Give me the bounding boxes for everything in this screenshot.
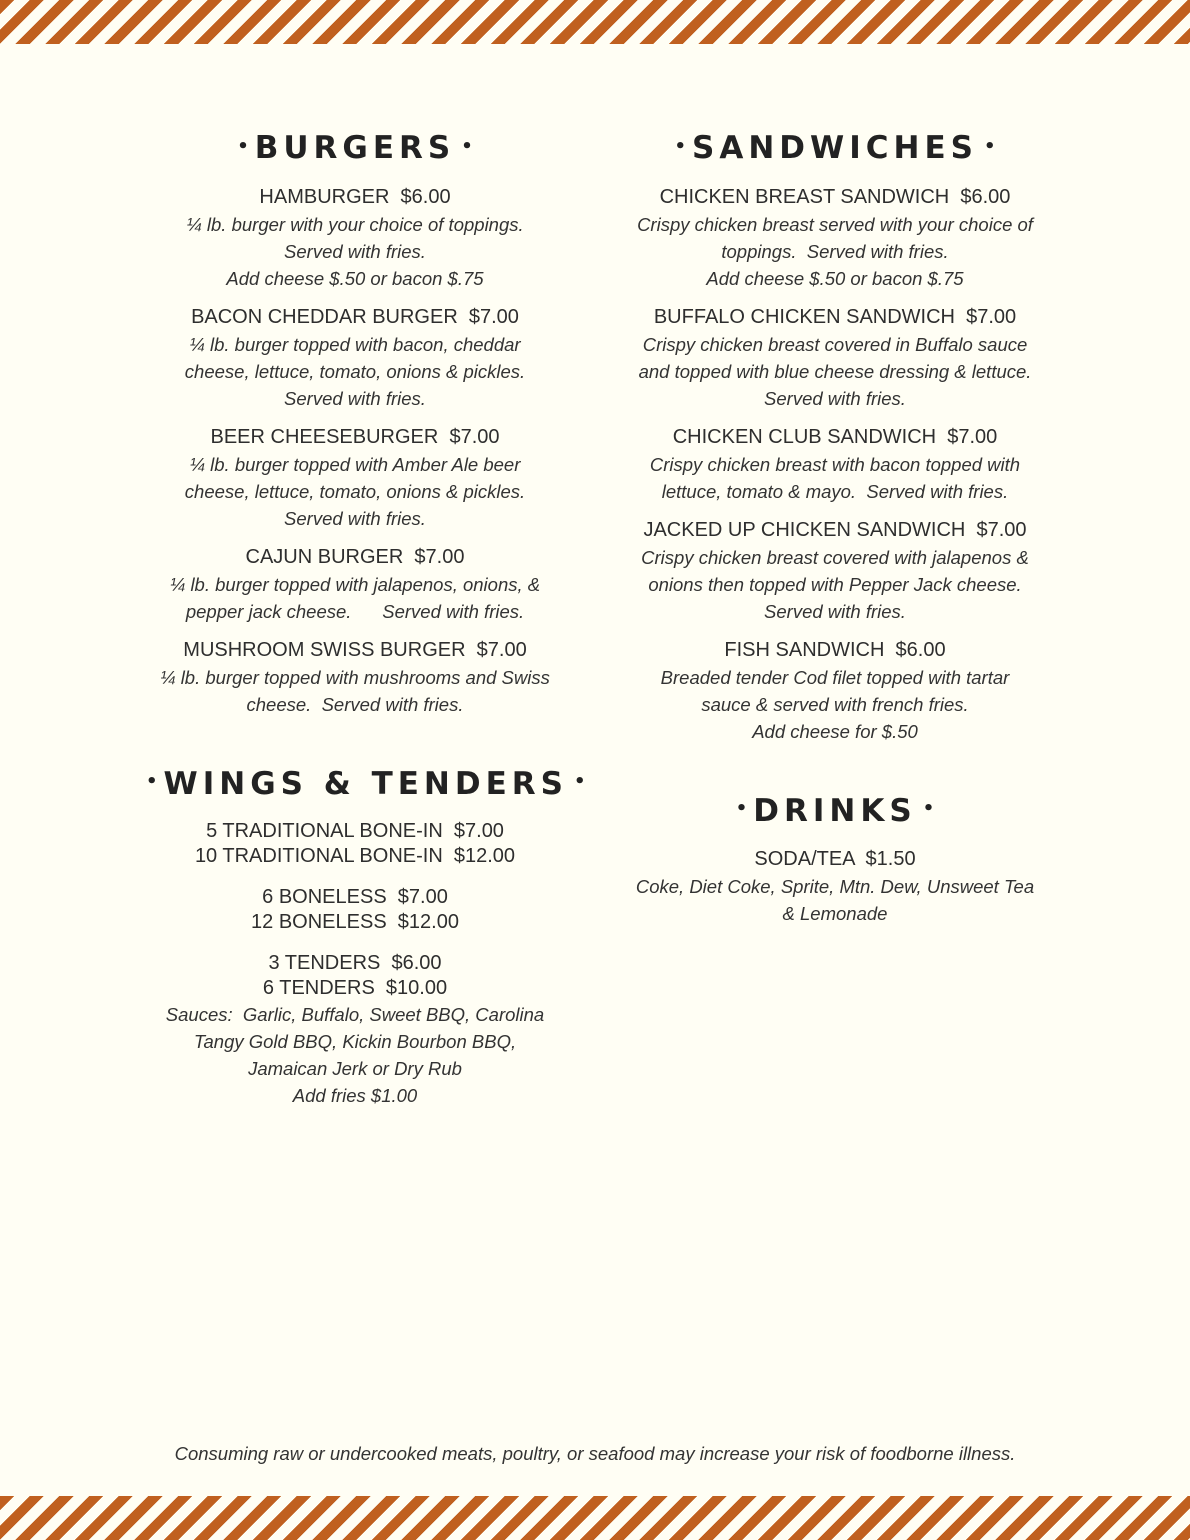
wings-heading: • WINGS & TENDERS • <box>146 765 586 802</box>
menu-item <box>620 517 1050 625</box>
menu-item <box>140 424 570 532</box>
item-name: JACKED UP CHICKEN SANDWICH $7.00 <box>643 518 1027 541</box>
menu-item <box>620 637 1050 745</box>
item-description: ¼ lb. burger with your choice of toppings. Served with fries. Add cheese $.50 or bacon $.75 <box>186 213 524 289</box>
item-description: Crispy chicken breast served with your choice of toppings. Served with fries. Add cheese $.50 or bacon $.75 <box>637 213 1033 289</box>
item-name: HAMBURGER $6.00 <box>259 185 451 208</box>
wings-prices: 5 TRADITIONAL BONE-IN $7.00 10 TRADITIONAL BONE-IN $12.00 <box>194 820 516 867</box>
item-name: SODA/TEA $1.50 <box>754 848 916 870</box>
bottom-stripe-border <box>0 1496 1190 1540</box>
item-description: ¼ lb. burger topped with mushrooms and Swiss cheese. Served with fries. <box>160 666 550 715</box>
menu-item <box>620 304 1050 412</box>
item-description: Crispy chicken breast with bacon topped with lettuce, tomato & mayo. Served with fries. <box>649 453 1021 502</box>
item-name: BUFFALO CHICKEN SANDWICH $7.00 <box>653 305 1017 328</box>
item-name: BACON CHEDDAR BURGER $7.00 <box>191 305 519 328</box>
wings-prices: 6 BONELESS $7.00 12 BONELESS $12.00 <box>251 886 459 933</box>
item-name: BEER CHEESEBURGER $7.00 <box>210 425 500 448</box>
top-stripe-border <box>0 0 1190 44</box>
sandwiches-heading: • SANDWICHES • <box>674 130 996 166</box>
food-safety-disclaimer: Consuming raw or undercooked meats, poultry, or seafood may increase your risk of foodborne illness. <box>174 1443 1016 1464</box>
menu-item <box>620 846 1050 927</box>
item-name: CAJUN BURGER $7.00 <box>245 545 465 568</box>
wings-group <box>140 819 570 869</box>
wings-group <box>140 951 570 1001</box>
menu-item <box>620 184 1050 292</box>
item-name: CHICKEN BREAST SANDWICH $6.00 <box>659 185 1011 208</box>
wings-group <box>140 885 570 935</box>
menu-item <box>140 184 570 292</box>
sauces-description: Sauces: Garlic, Buffalo, Sweet BBQ, Carolina Tangy Gold BBQ, Kickin Bourbon BBQ, Jamaican Jerk or Dry Rub Add fries $1.00 <box>165 1004 545 1106</box>
item-name: FISH SANDWICH $6.00 <box>724 638 946 661</box>
item-description: ¼ lb. burger topped with Amber Ale beer cheese, lettuce, tomato, onions & pickles. Served with fries. <box>184 453 526 529</box>
item-description: Crispy chicken breast covered with jalapenos & onions then topped with Pepper Jack cheese. Served with fries. <box>641 546 1029 622</box>
menu-item <box>140 304 570 412</box>
right-column <box>620 128 1050 939</box>
item-description: ¼ lb. burger topped with jalapenos, onions, & pepper jack cheese. Served with fries. <box>169 573 541 622</box>
drinks-heading: • DRINKS • <box>735 792 935 829</box>
tenders-prices: 3 TENDERS $6.00 6 TENDERS $10.00 <box>262 952 448 999</box>
item-description: Breaded tender Cod filet topped with tartar sauce & served with french fries. Add cheese for $.50 <box>660 666 1010 742</box>
item-description: Crispy chicken breast covered in Buffalo sauce and topped with blue cheese dressing & lettuce. Served with fries. <box>638 333 1032 409</box>
left-column <box>140 128 586 1109</box>
burgers-heading: • BURGERS • <box>237 130 473 166</box>
menu-item <box>140 544 570 625</box>
item-name: CHICKEN CLUB SANDWICH $7.00 <box>672 425 998 448</box>
item-description: ¼ lb. burger topped with bacon, cheddar cheese, lettuce, tomato, onions & pickles. Served with fries. <box>184 333 526 409</box>
item-description: Coke, Diet Coke, Sprite, Mtn. Dew, Unsweet Tea & Lemonade <box>635 876 1035 924</box>
menu-item <box>140 637 570 718</box>
item-name: MUSHROOM SWISS BURGER $7.00 <box>183 638 527 661</box>
menu-item <box>620 424 1050 505</box>
